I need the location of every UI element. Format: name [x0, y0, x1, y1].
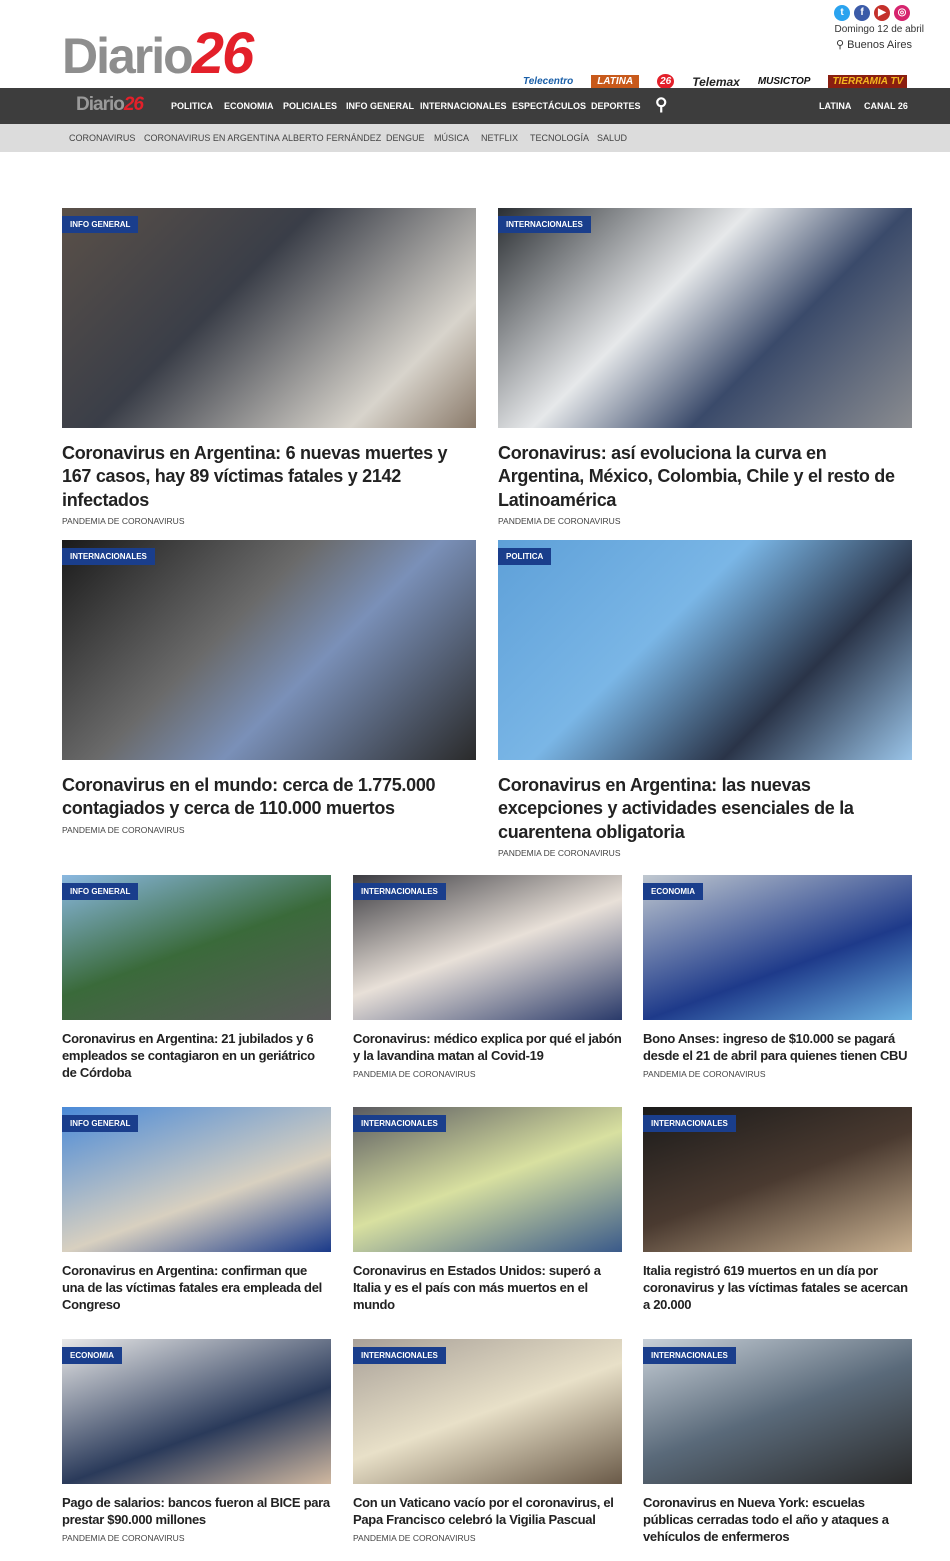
article-image[interactable] — [498, 208, 912, 428]
article-image[interactable] — [643, 1339, 912, 1484]
nav-latina[interactable]: LATINA — [819, 101, 852, 111]
topic-link[interactable]: ALBERTO FERNÁNDEZ — [282, 133, 382, 143]
location: ⚲ Buenos Aires — [836, 39, 912, 51]
social-links — [834, 5, 910, 21]
topic-link[interactable]: NETFLIX — [481, 133, 519, 143]
nav-politica[interactable]: POLITICA — [171, 101, 213, 111]
article-image[interactable] — [353, 875, 622, 1020]
article-title[interactable]: Coronavirus en Argentina: 6 nuevas muertes y 167 casos, hay 89 víctimas fatales y 2142 infectados — [62, 443, 448, 510]
category-tag[interactable]: POLITICA — [498, 548, 551, 565]
category-tag[interactable]: INTERNACIONALES — [498, 216, 591, 233]
topics-nav — [0, 124, 950, 152]
channel-telemax[interactable]: Telemax — [692, 74, 740, 89]
article-section[interactable]: PANDEMIA DE CORONAVIRUS — [353, 1532, 476, 1543]
category-tag[interactable]: INFO GENERAL — [62, 1115, 138, 1132]
article-section[interactable]: PANDEMIA DE CORONAVIRUS — [498, 848, 621, 859]
article-title[interactable]: Pago de salarios: bancos fueron al BICE para prestar $90.000 millones — [62, 1495, 330, 1527]
article-card[interactable] — [62, 540, 476, 835]
topic-link[interactable]: SALUD — [597, 133, 628, 143]
article-image[interactable] — [643, 875, 912, 1020]
nav-deportes[interactable]: DEPORTES — [591, 101, 641, 111]
article-section[interactable]: PANDEMIA DE CORONAVIRUS — [353, 1068, 476, 1079]
article-image[interactable] — [62, 1107, 331, 1252]
category-tag[interactable]: INTERNACIONALES — [353, 1347, 446, 1364]
nav-internacionales[interactable]: INTERNACIONALES — [420, 101, 507, 111]
article-card[interactable] — [62, 1339, 331, 1543]
article-title[interactable]: Coronavirus: así evoluciona la curva en Argentina, México, Colombia, Chile y el resto de Latinoamérica — [498, 443, 895, 510]
article-title[interactable]: Con un Vaticano vacío por el coronavirus, el Papa Francisco celebró la Vigilia Pascual — [353, 1495, 614, 1527]
facebook-icon[interactable]: f — [854, 5, 870, 21]
channel-telecentro[interactable]: Telecentro — [523, 76, 574, 87]
article-section[interactable]: PANDEMIA DE CORONAVIRUS — [643, 1068, 766, 1079]
nav-policiales[interactable]: POLICIALES — [283, 101, 338, 111]
article-image[interactable] — [643, 1107, 912, 1252]
nav-logo[interactable]: Diario26 — [76, 94, 143, 115]
article-card[interactable] — [62, 208, 476, 526]
topic-link[interactable]: DENGUE — [386, 133, 425, 143]
topic-link[interactable]: MÚSICA — [434, 133, 470, 143]
article-section[interactable]: PANDEMIA DE CORONAVIRUS — [62, 1532, 185, 1543]
article-image[interactable] — [498, 540, 912, 760]
category-tag[interactable]: INFO GENERAL — [62, 883, 138, 900]
category-tag[interactable]: INTERNACIONALES — [643, 1115, 736, 1132]
twitter-icon[interactable]: t — [834, 5, 850, 21]
pin-icon: ⚲ — [836, 39, 848, 51]
header — [0, 0, 950, 88]
category-tag[interactable]: INTERNACIONALES — [643, 1347, 736, 1364]
article-card[interactable] — [353, 1339, 622, 1543]
category-tag[interactable]: ECONOMIA — [62, 1347, 122, 1364]
article-image[interactable] — [62, 208, 476, 428]
article-title[interactable]: Coronavirus en Argentina: las nuevas excepciones y actividades esenciales de la cuarentena obligatoria — [498, 775, 854, 842]
topic-link[interactable]: TECNOLOGÍA — [530, 133, 590, 143]
topic-link[interactable]: CORONAVIRUS EN ARGENTINA — [144, 133, 280, 143]
channel-tierramia[interactable]: TIERRAMIA TV — [828, 75, 907, 88]
channel-links — [523, 74, 907, 89]
article-title[interactable]: Coronavirus en Argentina: 21 jubilados y 6 empleados se contagiaron en un geriátrico de Córdoba — [62, 1031, 315, 1080]
article-section[interactable]: PANDEMIA DE CORONAVIRUS — [62, 516, 185, 527]
date: Domingo 12 de abril — [834, 24, 924, 35]
article-image[interactable] — [62, 875, 331, 1020]
channel-musictop[interactable]: MUSICTOP — [757, 76, 811, 87]
channel-latina[interactable]: LATINA — [591, 75, 639, 88]
article-card[interactable] — [643, 875, 912, 1079]
article-section[interactable]: PANDEMIA DE CORONAVIRUS — [498, 516, 621, 527]
article-card[interactable] — [643, 1339, 912, 1550]
article-title[interactable]: Coronavirus en Argentina: confirman que una de las víctimas fatales era empleada del Congreso — [62, 1263, 322, 1312]
search-icon[interactable]: ⚲ — [655, 95, 668, 114]
category-tag[interactable]: ECONOMIA — [643, 883, 703, 900]
article-card[interactable] — [643, 1107, 912, 1318]
category-tag[interactable]: INTERNACIONALES — [62, 548, 155, 565]
article-image[interactable] — [353, 1339, 622, 1484]
article-card[interactable] — [62, 1107, 331, 1318]
youtube-icon[interactable]: ▶ — [874, 5, 890, 21]
nav-canal26[interactable]: CANAL 26 — [864, 101, 908, 111]
article-title[interactable]: Coronavirus en Estados Unidos: superó a Italia y es el país con más muertos en el mundo — [353, 1263, 601, 1312]
article-title[interactable]: Coronavirus en el mundo: cerca de 1.775.000 contagiados y cerca de 110.000 muertos — [62, 775, 436, 819]
article-image[interactable] — [62, 540, 476, 760]
channel-26[interactable]: 26 — [657, 74, 674, 89]
nav-info-general[interactable]: INFO GENERAL — [346, 101, 415, 111]
instagram-icon[interactable]: ◎ — [894, 5, 910, 21]
article-title[interactable]: Bono Anses: ingreso de $10.000 se pagará desde el 21 de abril para quienes tienen CBU — [643, 1031, 908, 1063]
article-title[interactable]: Italia registró 619 muertos en un día por coronavirus y las víctimas fatales se acercan a 20.000 — [643, 1263, 908, 1312]
category-tag[interactable]: INTERNACIONALES — [353, 1115, 446, 1132]
article-image[interactable] — [353, 1107, 622, 1252]
topic-link[interactable]: CORONAVIRUS — [69, 133, 136, 143]
article-title[interactable]: Coronavirus: médico explica por qué el jabón y la lavandina matan al Covid-19 — [353, 1031, 622, 1063]
article-card[interactable] — [353, 1107, 622, 1318]
article-image[interactable] — [62, 1339, 331, 1484]
main-nav — [0, 88, 950, 124]
category-tag[interactable]: INFO GENERAL — [62, 216, 138, 233]
article-title[interactable]: Coronavirus en Nueva York: escuelas públicas cerradas todo el año y ataques a vehículos de enfermeros — [643, 1495, 889, 1544]
site-logo[interactable]: Diario26 — [62, 21, 253, 86]
article-card[interactable] — [498, 208, 912, 526]
nav-economia[interactable]: ECONOMIA — [224, 101, 274, 111]
article-card[interactable] — [498, 540, 912, 858]
article-card[interactable] — [353, 875, 622, 1079]
category-tag[interactable]: INTERNACIONALES — [353, 883, 446, 900]
article-card[interactable] — [62, 875, 331, 1086]
nav-espectaculos[interactable]: ESPECTÁCULOS — [512, 101, 587, 111]
article-section[interactable]: PANDEMIA DE CORONAVIRUS — [62, 824, 185, 835]
